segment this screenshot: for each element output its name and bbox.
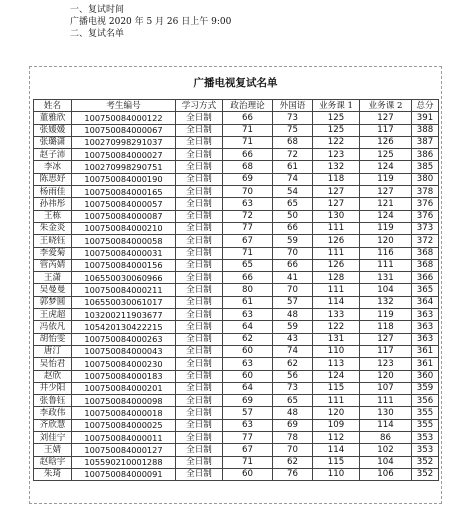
cell-total: 385 bbox=[412, 161, 439, 173]
cell-study-mode: 全日制 bbox=[176, 259, 223, 271]
cell-foreign-language: 56 bbox=[273, 370, 313, 382]
cell-total: 376 bbox=[412, 198, 439, 210]
cell-exam-id: 100270998290751 bbox=[72, 161, 176, 173]
col-header-politics: 政治理论 bbox=[223, 100, 273, 112]
col-header-total: 总分 bbox=[412, 100, 439, 112]
cell-study-mode: 全日制 bbox=[176, 407, 223, 419]
table-row bbox=[34, 235, 439, 247]
cell-foreign-language: 54 bbox=[273, 186, 313, 198]
cell-subject-2: 106 bbox=[360, 468, 412, 480]
cell-politics: 69 bbox=[223, 395, 273, 407]
cell-subject-2: 132 bbox=[360, 296, 412, 308]
cell-subject-2: 86 bbox=[360, 432, 412, 444]
cell-subject-1: 109 bbox=[313, 419, 360, 431]
cell-study-mode: 全日制 bbox=[176, 235, 223, 247]
cell-foreign-language: 73 bbox=[273, 112, 313, 124]
cell-total: 363 bbox=[412, 309, 439, 321]
list-title: 广播电视复试名单 bbox=[193, 77, 278, 89]
cell-politics: 66 bbox=[223, 272, 273, 284]
cell-foreign-language: 72 bbox=[273, 149, 313, 161]
cell-foreign-language: 74 bbox=[273, 345, 313, 357]
table-row bbox=[34, 173, 439, 185]
cell-foreign-language: 59 bbox=[273, 321, 313, 333]
cell-politics: 64 bbox=[223, 321, 273, 333]
cell-total: 386 bbox=[412, 149, 439, 161]
cell-total: 366 bbox=[412, 272, 439, 284]
cell-exam-id: 100750084000058 bbox=[72, 235, 176, 247]
cell-study-mode: 全日制 bbox=[176, 358, 223, 370]
cell-subject-1: 127 bbox=[313, 186, 360, 198]
cell-politics: 63 bbox=[223, 309, 273, 321]
cell-politics: 61 bbox=[223, 296, 273, 308]
cell-study-mode: 全日制 bbox=[176, 198, 223, 210]
cell-foreign-language: 78 bbox=[273, 432, 313, 444]
table-row bbox=[34, 370, 439, 382]
table-row bbox=[34, 284, 439, 296]
cell-name: 王栋 bbox=[34, 210, 72, 222]
cell-subject-2: 111 bbox=[360, 259, 412, 271]
cell-exam-id: 106550030061017 bbox=[72, 296, 176, 308]
list-frame bbox=[29, 66, 442, 504]
table-row bbox=[34, 345, 439, 357]
cell-foreign-language: 57 bbox=[273, 296, 313, 308]
table-row bbox=[34, 382, 439, 394]
cell-politics: 70 bbox=[223, 186, 273, 198]
cell-subject-1: 127 bbox=[313, 198, 360, 210]
cell-exam-id: 100750084000018 bbox=[72, 407, 176, 419]
cell-subject-1: 131 bbox=[313, 333, 360, 345]
table-row bbox=[34, 309, 439, 321]
cell-exam-id: 100750084000031 bbox=[72, 247, 176, 259]
cell-total: 363 bbox=[412, 333, 439, 345]
cell-subject-2: 104 bbox=[360, 284, 412, 296]
cell-foreign-language: 75 bbox=[273, 124, 313, 136]
cell-total: 380 bbox=[412, 173, 439, 185]
cell-exam-id: 100750084000165 bbox=[72, 186, 176, 198]
cell-exam-id: 100750084000263 bbox=[72, 333, 176, 345]
table-body bbox=[34, 112, 439, 481]
cell-study-mode: 全日制 bbox=[176, 112, 223, 124]
cell-exam-id: 100750084000067 bbox=[72, 124, 176, 136]
cell-name: 张鲁钰 bbox=[34, 395, 72, 407]
cell-foreign-language: 70 bbox=[273, 284, 313, 296]
cell-exam-id: 100270998291037 bbox=[72, 136, 176, 148]
cell-foreign-language: 62 bbox=[273, 358, 313, 370]
cell-politics: 80 bbox=[223, 284, 273, 296]
cell-total: 364 bbox=[412, 296, 439, 308]
cell-subject-1: 122 bbox=[313, 136, 360, 148]
cell-name: 王晓钰 bbox=[34, 235, 72, 247]
cell-subject-2: 119 bbox=[360, 309, 412, 321]
cell-exam-id: 105420130422215 bbox=[72, 321, 176, 333]
cell-politics: 64 bbox=[223, 382, 273, 394]
cell-exam-id: 100750084000011 bbox=[72, 432, 176, 444]
cell-study-mode: 全日制 bbox=[176, 186, 223, 198]
cell-subject-1: 111 bbox=[313, 222, 360, 234]
section-heading-list: 二、复试名单 bbox=[70, 29, 125, 39]
cell-name: 朱金炎 bbox=[34, 222, 72, 234]
cell-total: 353 bbox=[412, 432, 439, 444]
cell-subject-1: 125 bbox=[313, 124, 360, 136]
cell-foreign-language: 65 bbox=[273, 198, 313, 210]
cell-foreign-language: 62 bbox=[273, 456, 313, 468]
cell-politics: 68 bbox=[223, 161, 273, 173]
cell-study-mode: 全日制 bbox=[176, 149, 223, 161]
cell-study-mode: 全日制 bbox=[176, 309, 223, 321]
cell-total: 368 bbox=[412, 247, 439, 259]
cell-subject-2: 102 bbox=[360, 444, 412, 456]
cell-subject-1: 118 bbox=[313, 173, 360, 185]
cell-politics: 71 bbox=[223, 456, 273, 468]
cell-foreign-language: 70 bbox=[273, 444, 313, 456]
cell-study-mode: 全日制 bbox=[176, 321, 223, 333]
cell-study-mode: 全日制 bbox=[176, 210, 223, 222]
cell-study-mode: 全日制 bbox=[176, 161, 223, 173]
cell-exam-id: 100750084000190 bbox=[72, 173, 176, 185]
cell-subject-2: 119 bbox=[360, 222, 412, 234]
cell-total: 388 bbox=[412, 124, 439, 136]
cell-foreign-language: 65 bbox=[273, 395, 313, 407]
cell-name: 董雅欣 bbox=[34, 112, 72, 124]
cell-subject-1: 124 bbox=[313, 370, 360, 382]
table-row bbox=[34, 395, 439, 407]
cell-exam-id: 100750084000087 bbox=[72, 210, 176, 222]
cell-politics: 67 bbox=[223, 235, 273, 247]
table-row bbox=[34, 321, 439, 333]
cell-foreign-language: 41 bbox=[273, 272, 313, 284]
table-row bbox=[34, 296, 439, 308]
cell-study-mode: 全日制 bbox=[176, 124, 223, 136]
section-heading-time: 一、复试时间 bbox=[70, 5, 125, 15]
cell-politics: 66 bbox=[223, 149, 273, 161]
cell-subject-2: 125 bbox=[360, 149, 412, 161]
table-row bbox=[34, 419, 439, 431]
col-header-exam-id: 考生编号 bbox=[72, 100, 176, 112]
cell-study-mode: 全日制 bbox=[176, 456, 223, 468]
col-header-name: 姓名 bbox=[34, 100, 72, 112]
cell-foreign-language: 43 bbox=[273, 333, 313, 345]
table-row bbox=[34, 407, 439, 419]
cell-subject-1: 126 bbox=[313, 235, 360, 247]
cell-politics: 60 bbox=[223, 468, 273, 480]
cell-study-mode: 全日制 bbox=[176, 173, 223, 185]
cell-name: 张璐潇 bbox=[34, 136, 72, 148]
cell-subject-1: 111 bbox=[313, 395, 360, 407]
cell-total: 360 bbox=[412, 370, 439, 382]
cell-subject-2: 126 bbox=[360, 136, 412, 148]
cell-study-mode: 全日制 bbox=[176, 296, 223, 308]
cell-total: 356 bbox=[412, 395, 439, 407]
cell-subject-2: 127 bbox=[360, 333, 412, 345]
cell-subject-2: 123 bbox=[360, 358, 412, 370]
cell-politics: 65 bbox=[223, 259, 273, 271]
cell-exam-id: 100750084000211 bbox=[72, 284, 176, 296]
cell-name: 冯依凡 bbox=[34, 321, 72, 333]
cell-politics: 67 bbox=[223, 444, 273, 456]
cell-subject-2: 111 bbox=[360, 395, 412, 407]
cell-study-mode: 全日制 bbox=[176, 333, 223, 345]
cell-subject-2: 114 bbox=[360, 419, 412, 431]
cell-foreign-language: 68 bbox=[273, 136, 313, 148]
cell-name: 孙祎彤 bbox=[34, 198, 72, 210]
table-row bbox=[34, 333, 439, 345]
cell-politics: 63 bbox=[223, 198, 273, 210]
cell-foreign-language: 69 bbox=[273, 419, 313, 431]
cell-total: 359 bbox=[412, 382, 439, 394]
table-row bbox=[34, 259, 439, 271]
table-row bbox=[34, 161, 439, 173]
cell-total: 361 bbox=[412, 345, 439, 357]
table-row bbox=[34, 112, 439, 124]
cell-name: 李冰 bbox=[34, 161, 72, 173]
cell-study-mode: 全日制 bbox=[176, 395, 223, 407]
cell-politics: 71 bbox=[223, 136, 273, 148]
table-header-row bbox=[34, 100, 439, 112]
table-row bbox=[34, 468, 439, 480]
cell-exam-id: 100750084000127 bbox=[72, 444, 176, 456]
cell-exam-id: 100750084000027 bbox=[72, 149, 176, 161]
cell-foreign-language: 66 bbox=[273, 222, 313, 234]
cell-foreign-language: 59 bbox=[273, 235, 313, 247]
cell-subject-1: 128 bbox=[313, 272, 360, 284]
cell-subject-1: 110 bbox=[313, 468, 360, 480]
cell-name: 朱琦 bbox=[34, 468, 72, 480]
table-row bbox=[34, 222, 439, 234]
cell-name: 张媛媛 bbox=[34, 124, 72, 136]
cell-total: 378 bbox=[412, 186, 439, 198]
cell-name: 齐欣慧 bbox=[34, 419, 72, 431]
col-header-foreign-language: 外国语 bbox=[273, 100, 313, 112]
cell-study-mode: 全日制 bbox=[176, 247, 223, 259]
cell-study-mode: 全日制 bbox=[176, 272, 223, 284]
cell-subject-2: 117 bbox=[360, 124, 412, 136]
cell-subject-1: 132 bbox=[313, 161, 360, 173]
cell-subject-1: 125 bbox=[313, 112, 360, 124]
cell-subject-1: 110 bbox=[313, 345, 360, 357]
document-header bbox=[70, 4, 231, 40]
cell-subject-1: 112 bbox=[313, 432, 360, 444]
cell-name: 赵欣 bbox=[34, 370, 72, 382]
cell-subject-2: 119 bbox=[360, 173, 412, 185]
cell-politics: 60 bbox=[223, 345, 273, 357]
cell-subject-2: 107 bbox=[360, 382, 412, 394]
cell-exam-id: 105590210001288 bbox=[72, 456, 176, 468]
cell-subject-2: 131 bbox=[360, 272, 412, 284]
cell-study-mode: 全日制 bbox=[176, 370, 223, 382]
retest-table bbox=[33, 99, 439, 481]
cell-name: 刘佳宁 bbox=[34, 432, 72, 444]
cell-foreign-language: 74 bbox=[273, 173, 313, 185]
cell-exam-id: 100750084000183 bbox=[72, 370, 176, 382]
cell-name: 唐汀 bbox=[34, 345, 72, 357]
cell-name: 赵晗宇 bbox=[34, 456, 72, 468]
cell-subject-2: 118 bbox=[360, 321, 412, 333]
cell-total: 363 bbox=[412, 321, 439, 333]
cell-name: 王虎超 bbox=[34, 309, 72, 321]
cell-exam-id: 100750084000057 bbox=[72, 198, 176, 210]
cell-foreign-language: 70 bbox=[273, 247, 313, 259]
cell-exam-id: 100750084000201 bbox=[72, 382, 176, 394]
cell-subject-1: 126 bbox=[313, 259, 360, 271]
cell-subject-2: 127 bbox=[360, 186, 412, 198]
cell-politics: 63 bbox=[223, 419, 273, 431]
cell-politics: 63 bbox=[223, 358, 273, 370]
cell-total: 365 bbox=[412, 284, 439, 296]
cell-subject-2: 124 bbox=[360, 210, 412, 222]
cell-foreign-language: 66 bbox=[273, 259, 313, 271]
table-row bbox=[34, 210, 439, 222]
cell-total: 372 bbox=[412, 235, 439, 247]
table-row bbox=[34, 444, 439, 456]
cell-total: 368 bbox=[412, 259, 439, 271]
cell-politics: 60 bbox=[223, 370, 273, 382]
cell-politics: 71 bbox=[223, 124, 273, 136]
cell-total: 353 bbox=[412, 444, 439, 456]
cell-subject-2: 120 bbox=[360, 235, 412, 247]
cell-subject-1: 115 bbox=[313, 382, 360, 394]
cell-subject-2: 121 bbox=[360, 198, 412, 210]
cell-study-mode: 全日制 bbox=[176, 345, 223, 357]
cell-exam-id: 103200211903677 bbox=[72, 309, 176, 321]
cell-study-mode: 全日制 bbox=[176, 444, 223, 456]
cell-study-mode: 全日制 bbox=[176, 222, 223, 234]
cell-politics: 77 bbox=[223, 432, 273, 444]
cell-total: 355 bbox=[412, 419, 439, 431]
table-row bbox=[34, 198, 439, 210]
cell-name: 胡怡雯 bbox=[34, 333, 72, 345]
cell-foreign-language: 48 bbox=[273, 407, 313, 419]
cell-politics: 71 bbox=[223, 247, 273, 259]
cell-total: 361 bbox=[412, 358, 439, 370]
cell-exam-id: 100750084000091 bbox=[72, 468, 176, 480]
cell-study-mode: 全日制 bbox=[176, 432, 223, 444]
col-header-subject-2: 业务课 2 bbox=[360, 100, 412, 112]
table-row bbox=[34, 124, 439, 136]
cell-subject-1: 111 bbox=[313, 247, 360, 259]
cell-total: 355 bbox=[412, 407, 439, 419]
cell-subject-1: 122 bbox=[313, 321, 360, 333]
cell-foreign-language: 48 bbox=[273, 309, 313, 321]
cell-subject-1: 120 bbox=[313, 407, 360, 419]
table-row bbox=[34, 432, 439, 444]
table-row bbox=[34, 247, 439, 259]
cell-subject-1: 123 bbox=[313, 149, 360, 161]
cell-subject-2: 127 bbox=[360, 112, 412, 124]
cell-study-mode: 全日制 bbox=[176, 419, 223, 431]
cell-subject-2: 124 bbox=[360, 161, 412, 173]
cell-foreign-language: 76 bbox=[273, 468, 313, 480]
cell-name: 吴怡君 bbox=[34, 358, 72, 370]
cell-politics: 77 bbox=[223, 222, 273, 234]
table-row bbox=[34, 272, 439, 284]
cell-total: 387 bbox=[412, 136, 439, 148]
cell-name: 李爱菊 bbox=[34, 247, 72, 259]
cell-subject-1: 111 bbox=[313, 284, 360, 296]
cell-politics: 66 bbox=[223, 112, 273, 124]
schedule-text: 广播电视 2020 年 5 月 26 日上午 9:00 bbox=[70, 17, 232, 27]
cell-subject-2: 104 bbox=[360, 456, 412, 468]
cell-politics: 57 bbox=[223, 407, 273, 419]
table-row bbox=[34, 136, 439, 148]
cell-total: 352 bbox=[412, 456, 439, 468]
table-row bbox=[34, 149, 439, 161]
table-row bbox=[34, 456, 439, 468]
cell-subject-1: 115 bbox=[313, 456, 360, 468]
col-header-subject-1: 业务课 1 bbox=[313, 100, 360, 112]
cell-subject-2: 117 bbox=[360, 345, 412, 357]
cell-exam-id: 106550030060966 bbox=[72, 272, 176, 284]
cell-subject-1: 114 bbox=[313, 444, 360, 456]
cell-name: 吴曼曼 bbox=[34, 284, 72, 296]
cell-name: 管芮婧 bbox=[34, 259, 72, 271]
cell-name: 王婧 bbox=[34, 444, 72, 456]
cell-exam-id: 100750084000025 bbox=[72, 419, 176, 431]
cell-exam-id: 100750084000098 bbox=[72, 395, 176, 407]
cell-name: 郭梦圆 bbox=[34, 296, 72, 308]
cell-subject-2: 130 bbox=[360, 407, 412, 419]
cell-total: 376 bbox=[412, 210, 439, 222]
cell-total: 391 bbox=[412, 112, 439, 124]
col-header-study-mode: 学习方式 bbox=[176, 100, 223, 112]
cell-subject-1: 130 bbox=[313, 210, 360, 222]
cell-subject-1: 113 bbox=[313, 358, 360, 370]
cell-name: 王潇 bbox=[34, 272, 72, 284]
cell-foreign-language: 73 bbox=[273, 382, 313, 394]
table-row bbox=[34, 186, 439, 198]
cell-study-mode: 全日制 bbox=[176, 136, 223, 148]
cell-exam-id: 100750084000210 bbox=[72, 222, 176, 234]
cell-name: 赵子沛 bbox=[34, 149, 72, 161]
cell-name: 李政伟 bbox=[34, 407, 72, 419]
cell-name: 杨雨佳 bbox=[34, 186, 72, 198]
cell-exam-id: 100750084000230 bbox=[72, 358, 176, 370]
cell-study-mode: 全日制 bbox=[176, 284, 223, 296]
cell-exam-id: 100750084000043 bbox=[72, 345, 176, 357]
cell-name: 陈思妤 bbox=[34, 173, 72, 185]
table-row bbox=[34, 358, 439, 370]
cell-exam-id: 100750084000122 bbox=[72, 112, 176, 124]
cell-politics: 62 bbox=[223, 333, 273, 345]
cell-study-mode: 全日制 bbox=[176, 382, 223, 394]
cell-exam-id: 100750084000156 bbox=[72, 259, 176, 271]
cell-subject-2: 120 bbox=[360, 370, 412, 382]
cell-subject-1: 133 bbox=[313, 309, 360, 321]
cell-politics: 72 bbox=[223, 210, 273, 222]
cell-politics: 69 bbox=[223, 173, 273, 185]
cell-total: 352 bbox=[412, 468, 439, 480]
cell-foreign-language: 61 bbox=[273, 161, 313, 173]
cell-name: 井少阳 bbox=[34, 382, 72, 394]
cell-subject-1: 114 bbox=[313, 296, 360, 308]
cell-subject-2: 116 bbox=[360, 247, 412, 259]
cell-study-mode: 全日制 bbox=[176, 468, 223, 480]
cell-total: 373 bbox=[412, 222, 439, 234]
cell-foreign-language: 50 bbox=[273, 210, 313, 222]
